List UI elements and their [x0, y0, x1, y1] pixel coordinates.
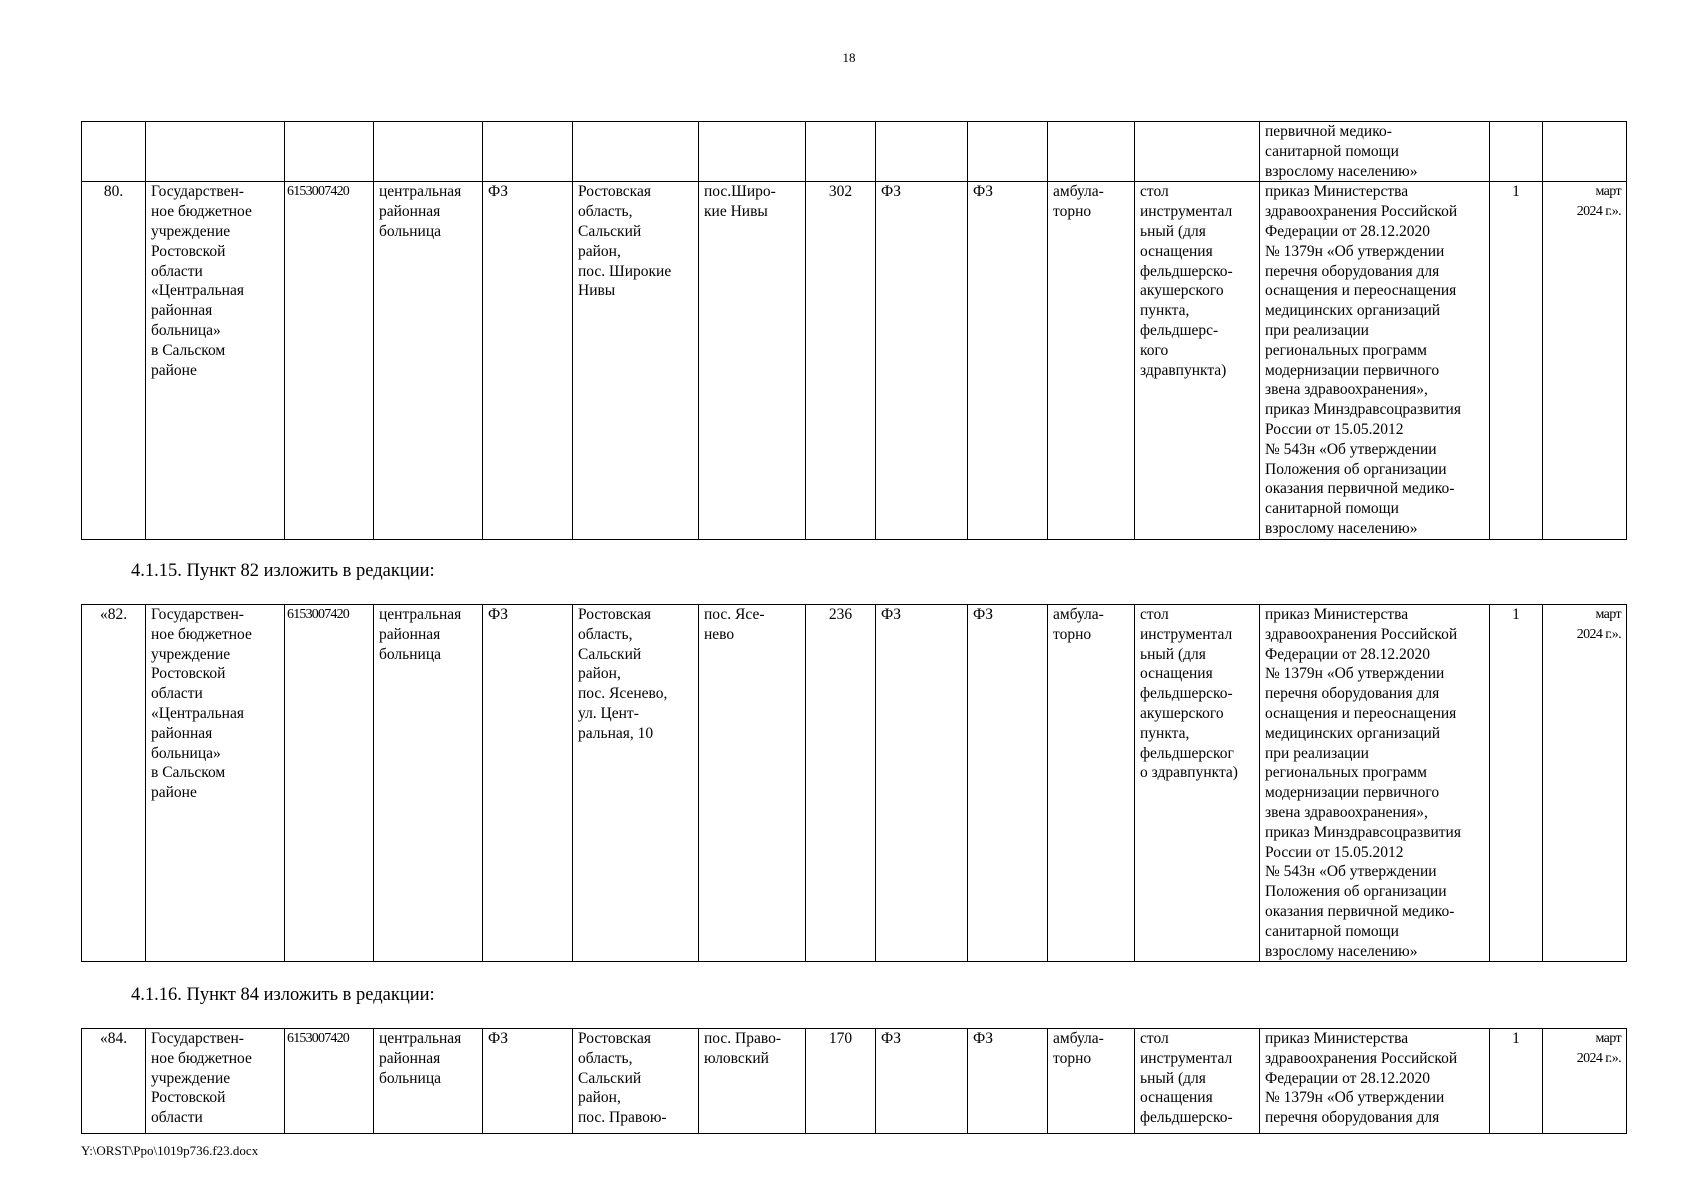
- footer-file-path: Y:\ORST\Ppo\1019p736.f23.docx: [81, 1143, 259, 1158]
- cell-fz-3: ФЗ: [968, 182, 1048, 539]
- cell-inn: 6153007420: [285, 1029, 374, 1134]
- cell-type: центральная районная больница: [374, 605, 483, 962]
- cell-fz: ФЗ: [483, 1029, 573, 1134]
- cell-quantity: 1: [1490, 605, 1543, 962]
- cell-fz: ФЗ: [483, 605, 573, 962]
- cell-count: 170: [806, 1029, 876, 1134]
- cell-count: 236: [806, 605, 876, 962]
- cell-fz-2: [876, 122, 968, 182]
- cell-address: Ростовская область, Сальский район, пос. Ясенево, ул. Цент- ральная, 10: [573, 605, 699, 962]
- cell-number: 80.: [82, 182, 146, 539]
- cell-type: центральная районная больница: [374, 1029, 483, 1134]
- cell-care-form: амбула- торно: [1048, 182, 1135, 539]
- table-row: [82, 1029, 1627, 1134]
- cell-address: Ростовская область, Сальский район, пос. Широкие Нивы: [573, 182, 699, 539]
- cell-legal-basis: приказ Министерства здравоохранения Российской Федерации от 28.12.2020 № 1379н «Об утверждении перечня оборудования для: [1260, 1029, 1490, 1134]
- cell-inn: 6153007420: [285, 605, 374, 962]
- cell-type: центральная районная больница: [374, 182, 483, 539]
- cell-care-form: амбула- торно: [1048, 605, 1135, 962]
- table-row: [82, 605, 1627, 962]
- cell-deadline: [1543, 122, 1627, 182]
- cell-institution: Государствен- ное бюджетное учреждение Ростовской области: [146, 1029, 285, 1134]
- cell-fz: ФЗ: [483, 182, 573, 539]
- cell-settlement: пос.Широ- кие Нивы: [699, 182, 806, 539]
- cell-fz: [483, 122, 573, 182]
- cell-inn: [285, 122, 374, 182]
- table-item-82: [81, 604, 1627, 962]
- cell-deadline: март 2024 г.».: [1543, 605, 1627, 962]
- table-row: [82, 182, 1627, 539]
- cell-equipment: стол инструментал ьный (для оснащения фельдшерско- акушерского пункта, фельдшерског о здравпункта): [1135, 605, 1260, 962]
- cell-fz-2: ФЗ: [876, 182, 968, 539]
- cell-equipment: стол инструментал ьный (для оснащения фельдшерско- акушерского пункта, фельдшерс- кого здравпункта): [1135, 182, 1260, 539]
- cell-fz-3: [968, 122, 1048, 182]
- cell-number: «84.: [82, 1029, 146, 1134]
- cell-quantity: 1: [1490, 182, 1543, 539]
- paragraph-item-82-heading: 4.1.15. Пункт 82 изложить в редакции:: [131, 561, 435, 581]
- cell-equipment: [1135, 122, 1260, 182]
- cell-number: «82.: [82, 605, 146, 962]
- cell-settlement: пос. Право- юловский: [699, 1029, 806, 1134]
- table-item-84: [81, 1028, 1627, 1134]
- table-row: [82, 122, 1627, 182]
- cell-count: 302: [806, 182, 876, 539]
- cell-deadline: март 2024 г.».: [1543, 1029, 1627, 1134]
- cell-fz-3: ФЗ: [968, 1029, 1048, 1134]
- cell-inn: 6153007420: [285, 182, 374, 539]
- cell-institution: [146, 122, 285, 182]
- cell-quantity: 1: [1490, 1029, 1543, 1134]
- cell-institution: Государствен- ное бюджетное учреждение Ростовской области «Центральная районная больница» в Сальском районе: [146, 182, 285, 539]
- paragraph-item-84-heading: 4.1.16. Пункт 84 изложить в редакции:: [131, 985, 435, 1005]
- cell-address: Ростовская область, Сальский район, пос. Правою-: [573, 1029, 699, 1134]
- cell-quantity: [1490, 122, 1543, 182]
- cell-address: [573, 122, 699, 182]
- cell-legal-basis: приказ Министерства здравоохранения Российской Федерации от 28.12.2020 № 1379н «Об утверждении перечня оборудования для оснащения и переоснащения медицинских организаций при реализации региональных программ модернизации первичного звена здравоохранения», приказ Минздравсоцразвития России от 15.05.2012 № 543н «Об утверждении Положения об организации оказания первичной медико- санитарной помощи взрослому населению»: [1260, 182, 1490, 539]
- cell-fz-2: ФЗ: [876, 1029, 968, 1134]
- cell-care-form: амбула- торно: [1048, 1029, 1135, 1134]
- cell-care-form: [1048, 122, 1135, 182]
- cell-institution: Государствен- ное бюджетное учреждение Ростовской области «Центральная районная больница» в Сальском районе: [146, 605, 285, 962]
- cell-legal-basis: приказ Министерства здравоохранения Российской Федерации от 28.12.2020 № 1379н «Об утверждении перечня оборудования для оснащения и переоснащения медицинских организаций при реализации региональных программ модернизации первичного звена здравоохранения», приказ Минздравсоцразвития России от 15.05.2012 № 543н «Об утверждении Положения об организации оказания первичной медико- санитарной помощи взрослому населению»: [1260, 605, 1490, 962]
- cell-legal-basis: первичной медико- санитарной помощи взрослому населению»: [1260, 122, 1490, 182]
- cell-settlement: пос. Ясе- нево: [699, 605, 806, 962]
- page-number: 18: [842, 50, 856, 65]
- cell-fz-2: ФЗ: [876, 605, 968, 962]
- cell-count: [806, 122, 876, 182]
- cell-equipment: стол инструментал ьный (для оснащения фельдшерско-: [1135, 1029, 1260, 1134]
- cell-number: [82, 122, 146, 182]
- table-item-80: [81, 121, 1627, 540]
- cell-fz-3: ФЗ: [968, 605, 1048, 962]
- cell-settlement: [699, 122, 806, 182]
- cell-deadline: март 2024 г.».: [1543, 182, 1627, 539]
- cell-type: [374, 122, 483, 182]
